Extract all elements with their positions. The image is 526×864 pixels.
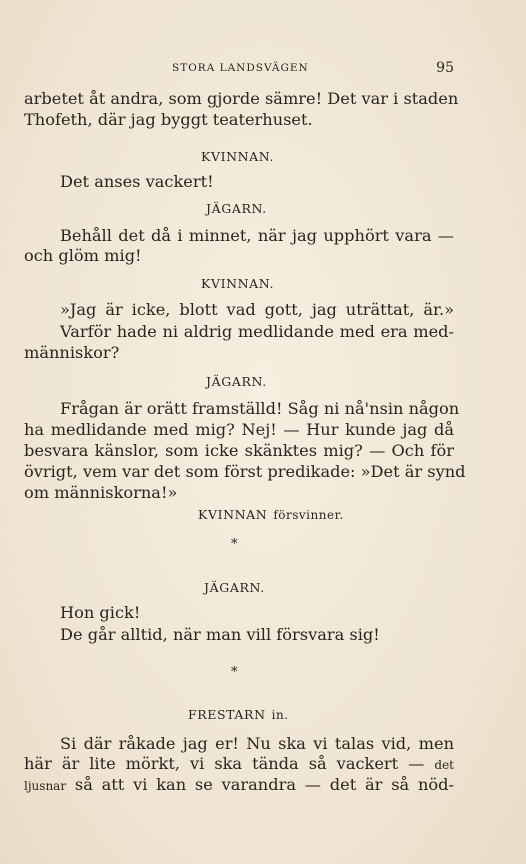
text-line: Varför hade ni aldrig medlidande med era med- <box>60 322 454 341</box>
speaker-label <box>198 507 344 522</box>
stage-direction: försvinner. <box>273 508 344 522</box>
running-title: STORA LANDSVÄGEN <box>172 62 309 74</box>
text-line: Thofeth, där jag byggt teaterhuset. <box>24 110 313 129</box>
text-line <box>24 775 454 796</box>
text-line: och glöm mig! <box>24 246 142 265</box>
speaker-label: KVINNAN. <box>201 149 275 164</box>
speaker-label: JÄGARN. <box>204 580 265 595</box>
speaker-label: JÄGARN. <box>206 374 267 389</box>
text-line: Si där råkade jag er! Nu ska vi talas vid, men <box>60 734 454 753</box>
text-segment: så att vi kan se varandra — det är så nöd- <box>66 775 454 794</box>
speaker-label: JÄGARN. <box>206 201 267 216</box>
speaker-name: KVINNAN <box>198 507 268 522</box>
speaker-name: FRESTARN <box>188 707 266 722</box>
text-line: om människorna!» <box>24 483 178 502</box>
stage-direction: in. <box>271 708 289 722</box>
running-header <box>24 60 454 76</box>
speaker-label <box>188 707 289 722</box>
text-line: De går alltid, när man vill försvara sig! <box>60 625 380 644</box>
text-line <box>24 754 454 775</box>
text-line: människor? <box>24 343 120 362</box>
text-line: »Jag är icke, blott vad gott, jag uträttat, är.» <box>60 300 454 319</box>
text-segment: här är lite mörkt, vi ska tända så vackert — <box>24 754 435 773</box>
text-line: Hon gick! <box>60 603 141 622</box>
text-line: arbetet åt andra, som gjorde sämre! Det var i staden <box>24 89 459 108</box>
text-segment-small: ljusnar <box>24 779 67 793</box>
page-number: 95 <box>436 60 454 76</box>
section-separator: * <box>231 665 238 680</box>
speaker-label: KVINNAN. <box>201 276 275 291</box>
text-segment-small: det <box>434 758 454 772</box>
text-line: ha medlidande med mig? Nej! — Hur kunde jag då <box>24 420 454 439</box>
text-line: Behåll det då i minnet, när jag upphört vara — <box>60 226 454 245</box>
text-line: övrigt, vem var det som först predikade: »Det är synd <box>24 462 466 481</box>
text-line: besvara känslor, som icke skänktes mig? — Och för <box>24 441 454 460</box>
text-line: Frågan är orätt framställd! Såg ni nå'nsin någon <box>60 399 460 418</box>
text-line: Det anses vackert! <box>60 172 214 191</box>
section-separator: * <box>231 537 238 552</box>
